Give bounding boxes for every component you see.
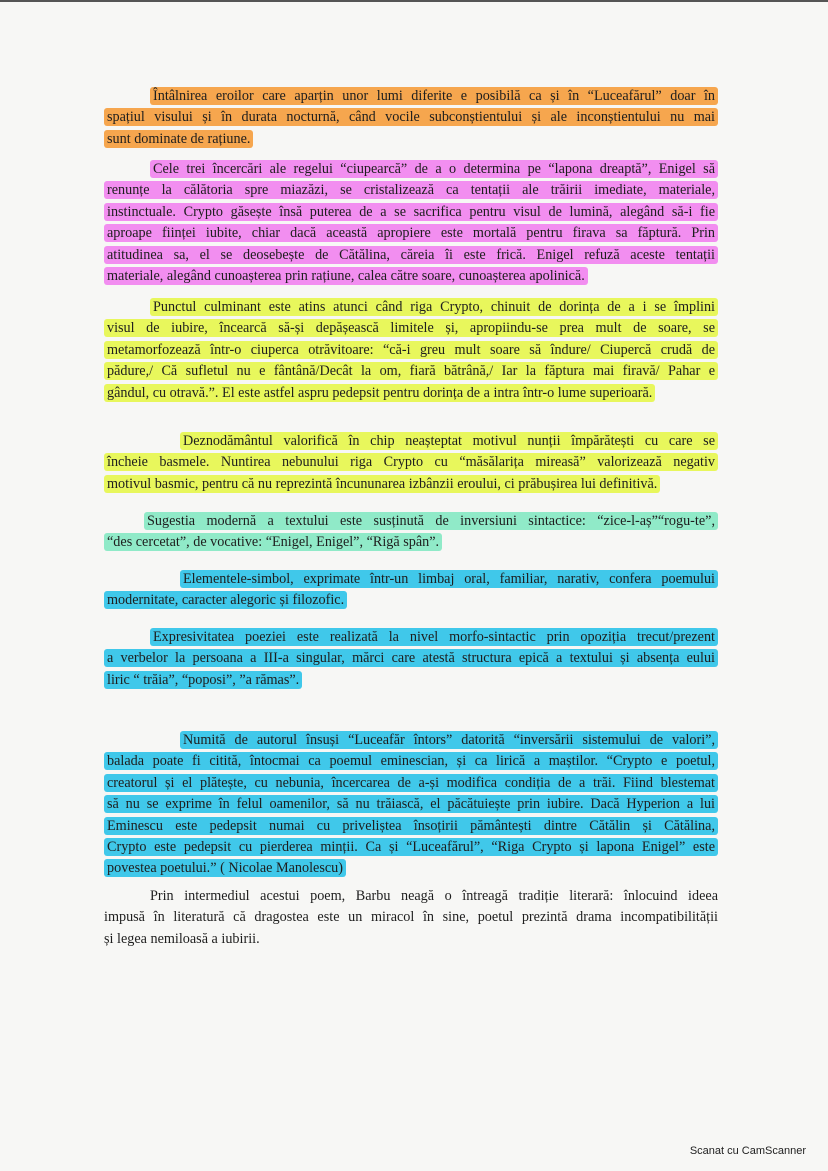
highlighted-line-text: a verbelor la persoana a III-a singular, mărci care atestă structura epică a textului și absența eului <box>104 649 718 667</box>
text-line <box>104 590 718 611</box>
highlighted-line-text: să nu se exprime în felul oamenilor, să nu trăiască, el păcătuiește prin iubire. Dacă Hyperion a lui <box>104 795 718 813</box>
text-line <box>104 361 718 382</box>
paragraph-three-trials <box>104 159 718 287</box>
highlighted-line-text: liric “ trăia”, “poposi”, ”a rămas”. <box>104 671 302 689</box>
paragraph-conclusion <box>104 886 718 950</box>
paragraph-climax <box>104 297 718 404</box>
line-text: și legea nemiloasă a iubirii. <box>104 930 260 947</box>
highlighted-line-text: Deznodământul valorifică în chip neașteptat motivul nunții împărătești cu care se <box>180 432 718 450</box>
highlighted-line-text: atitudinea sa, el se deosebește de Cătălina, căreia îi este frică. Enigel refuză aceste tentații <box>104 246 718 264</box>
highlighted-line-text: încheie basmele. Nuntirea nebunului riga Crypto cu “măsălarița mireasă” valorizează negativ <box>104 453 718 471</box>
text-line <box>104 452 718 473</box>
highlighted-line-text: Elementele-simbol, exprimate într-un limbaj oral, familiar, narativ, confera poemului <box>180 570 718 588</box>
paragraph-symbol-elements <box>104 569 718 612</box>
text-line <box>104 730 718 751</box>
text-line <box>104 886 718 907</box>
text-line <box>104 431 718 452</box>
paragraph-expressiveness <box>104 627 718 691</box>
highlighted-line-text: gândul, cu otravă.”. El este astfel aspru pedepsit pentru dorința de a intra într-o lume superioară. <box>104 384 655 402</box>
highlighted-line-text: renunțe la călătoria spre miazăzi, se cristalizează ca tentații ale trăirii imediate, materiale, <box>104 181 718 199</box>
paragraph-intro-meeting <box>104 86 718 150</box>
text-line <box>104 511 718 532</box>
text-line <box>104 532 718 553</box>
line-text: Prin intermediul acestui poem, Barbu neagă o întreagă tradiție literară: înlocuind ideea <box>150 888 718 904</box>
text-line <box>104 648 718 669</box>
highlighted-line-text: Numită de autorul însuși “Luceafăr întors” datorită “inversării sistemului de valori”, <box>180 731 718 749</box>
text-line <box>104 180 718 201</box>
text-line <box>104 773 718 794</box>
text-line <box>104 816 718 837</box>
paragraph-manolescu-quote <box>104 730 718 880</box>
highlighted-line-text: Întâlnirea eroilor care aparțin unor lumi diferite e posibilă ca și în “Luceafărul” doar în <box>150 87 718 105</box>
text-line <box>104 202 718 223</box>
text-line <box>104 245 718 266</box>
paragraph-modern-suggestion <box>104 511 718 554</box>
highlighted-line-text: Expresivitatea poeziei este realizată la nivel morfo-sintactic prin opoziția trecut/prezent <box>150 628 718 646</box>
text-line <box>104 266 718 287</box>
paragraph-denouement <box>104 431 718 495</box>
highlighted-line-text: Crypto este pedepsit cu pierderea minții. Ca și “Luceafărul”, “Riga Crypto și lapona Enigel” este <box>104 838 718 856</box>
text-line <box>104 929 718 950</box>
text-line <box>104 837 718 858</box>
highlighted-line-text: instinctuale. Crypto găsește însă puterea de a se sacrifica pentru visul de lumină, alegând să-i fie <box>104 203 718 221</box>
highlighted-line-text: Punctul culminant este atins atunci când riga Crypto, chinuit de dorința de a i se împlini <box>150 298 718 316</box>
highlighted-line-text: pădure,/ Că sufletul nu e fântână/Decât la om, fiară bătrână,/ Iar la făptura mai firavă/ Pahar e <box>104 362 718 380</box>
highlighted-line-text: motivul basmic, pentru că nu reprezintă încununarea izbânzii eroului, ci prăbușirea lui definitivă. <box>104 475 660 493</box>
highlighted-line-text: spațiul visului și în durata nocturnă, când vocile subconștientului și ale inconștientului nu mai <box>104 108 718 126</box>
line-text: impusă în literatură că dragostea este un miracol în sine, poetul prezintă drama incompatibilității <box>104 909 718 926</box>
text-line <box>104 474 718 495</box>
text-line <box>104 129 718 150</box>
highlighted-line-text: metamorfozează într-o ciuperca otrăvitoare: “că-i greu mult soare să îndure/ Ciupercă crudă de <box>104 341 718 359</box>
highlighted-line-text: aproape ființei iubite, chiar dacă această apropiere este mortală pentru firava sa făptură. Prin <box>104 224 718 242</box>
highlighted-line-text: materiale, alegând cunoașterea prin rațiune, calea către soare, cunoașterea apolinică. <box>104 267 588 285</box>
scan-edge-line <box>0 0 828 2</box>
text-line <box>104 159 718 180</box>
highlighted-line-text: Sugestia modernă a textului este susținută de inversiuni sintactice: “zice-l-aș”“rogu-te”, <box>144 512 718 530</box>
text-line <box>104 858 718 879</box>
text-line <box>104 907 718 928</box>
highlighted-line-text: balada poate fi citită, întocmai ca poemul eminescian, și ca lirică a maștilor. “Crypto e poetul, <box>104 752 718 770</box>
highlighted-line-text: “des cercetat”, de vocative: “Enigel, Enigel”, “Rigă spân”. <box>104 533 442 551</box>
text-line <box>104 318 718 339</box>
text-line <box>104 383 718 404</box>
highlighted-line-text: Cele trei încercări ale regelui “ciupearcă” de a o determina pe “lapona dreaptă”, Enigel să <box>150 160 718 178</box>
highlighted-line-text: visul de iubire, încearcă să-și depășească limitele și, apropiindu-se prea mult de soare, se <box>104 319 718 337</box>
highlighted-line-text: Eminescu este pedepsit numai cu priveliștea însoțirii pământești dintre Cătălin și Cătălina, <box>104 817 718 835</box>
highlighted-line-text: modernitate, caracter alegoric și filozofic. <box>104 591 347 609</box>
highlighted-line-text: povestea poetului.” ( Nicolae Manolescu) <box>104 859 346 877</box>
text-line <box>104 107 718 128</box>
camscanner-watermark: Scanat cu CamScanner <box>689 1145 806 1157</box>
text-line <box>104 86 718 107</box>
text-line <box>104 297 718 318</box>
text-line <box>104 794 718 815</box>
text-line <box>104 340 718 361</box>
text-line <box>104 223 718 244</box>
text-line <box>104 627 718 648</box>
text-line <box>104 670 718 691</box>
text-line <box>104 751 718 772</box>
highlighted-line-text: creatorul și el plătește, cu nebunia, încercarea de a-și modifica condiția de a trăi. Fiind blestemat <box>104 774 718 792</box>
text-line <box>104 569 718 590</box>
highlighted-line-text: sunt dominate de rațiune. <box>104 130 253 148</box>
